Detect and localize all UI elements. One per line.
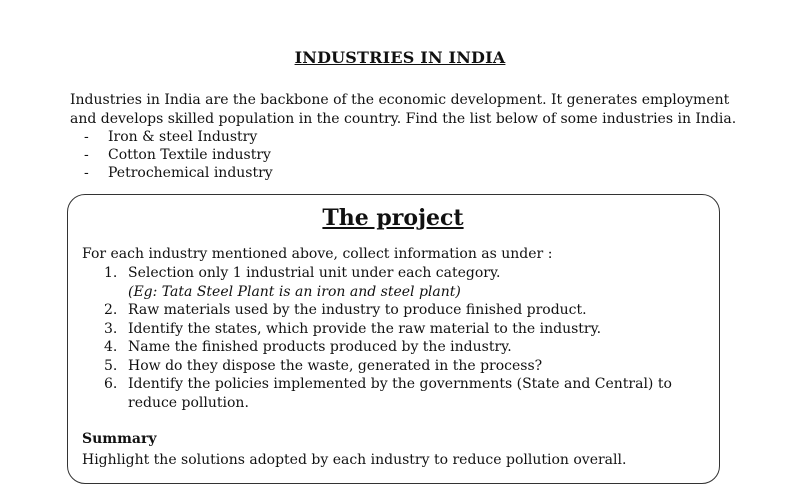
project-lead: For each industry mentioned above, collect information as under : [82,246,553,262]
project-title: The project [322,205,464,231]
summary-text: Highlight the solutions adopted by each industry to reduce pollution overall. [82,452,627,468]
list-item [104,338,694,357]
intro-paragraph: Industries in India are the backbone of the economic development. It generates employment and develops skilled population in the country. Find the list below of some industries in India. [70,92,737,127]
project-steps-list [104,264,694,412]
step-number: 4. [104,339,118,355]
list-item [104,375,694,412]
step-text: How do they dispose the waste, generated in the process? [128,357,543,374]
step-text: Identify the policies implemented by the governments (State and Central) to reduce pollution. [128,376,672,411]
step-text: Raw materials used by the industry to produce finished product. [128,302,587,318]
step-number: 5. [104,357,118,374]
list-item [104,301,694,320]
bullet-dash: - [84,129,89,145]
step-number: 1. [104,265,118,281]
project-box [67,194,720,484]
bullet-dash: - [84,165,89,181]
summary-heading: Summary [82,431,157,447]
bullet-dash: - [84,147,89,163]
list-item-label: Petrochemical industry [108,165,273,181]
step-text: Identify the states, which provide the raw material to the industry. [128,320,602,337]
step-example-note: (Eg: Tata Steel Plant is an iron and steel plant) [128,283,461,300]
list-item-label: Iron & steel Industry [108,129,258,145]
step-text: Selection only 1 industrial unit under each category. [128,265,501,281]
list-item [84,164,273,182]
list-item [104,264,694,301]
list-item [104,320,694,339]
industries-list [84,128,273,182]
list-item [84,146,273,164]
step-number: 2. [104,302,118,318]
list-item [84,128,273,146]
step-text: Name the finished products produced by the industry. [128,339,512,355]
list-item-label: Cotton Textile industry [108,147,271,163]
step-number: 3. [104,320,118,337]
list-item [104,357,694,376]
step-number: 6. [104,376,118,392]
page-title: INDUSTRIES IN INDIA [294,48,506,67]
